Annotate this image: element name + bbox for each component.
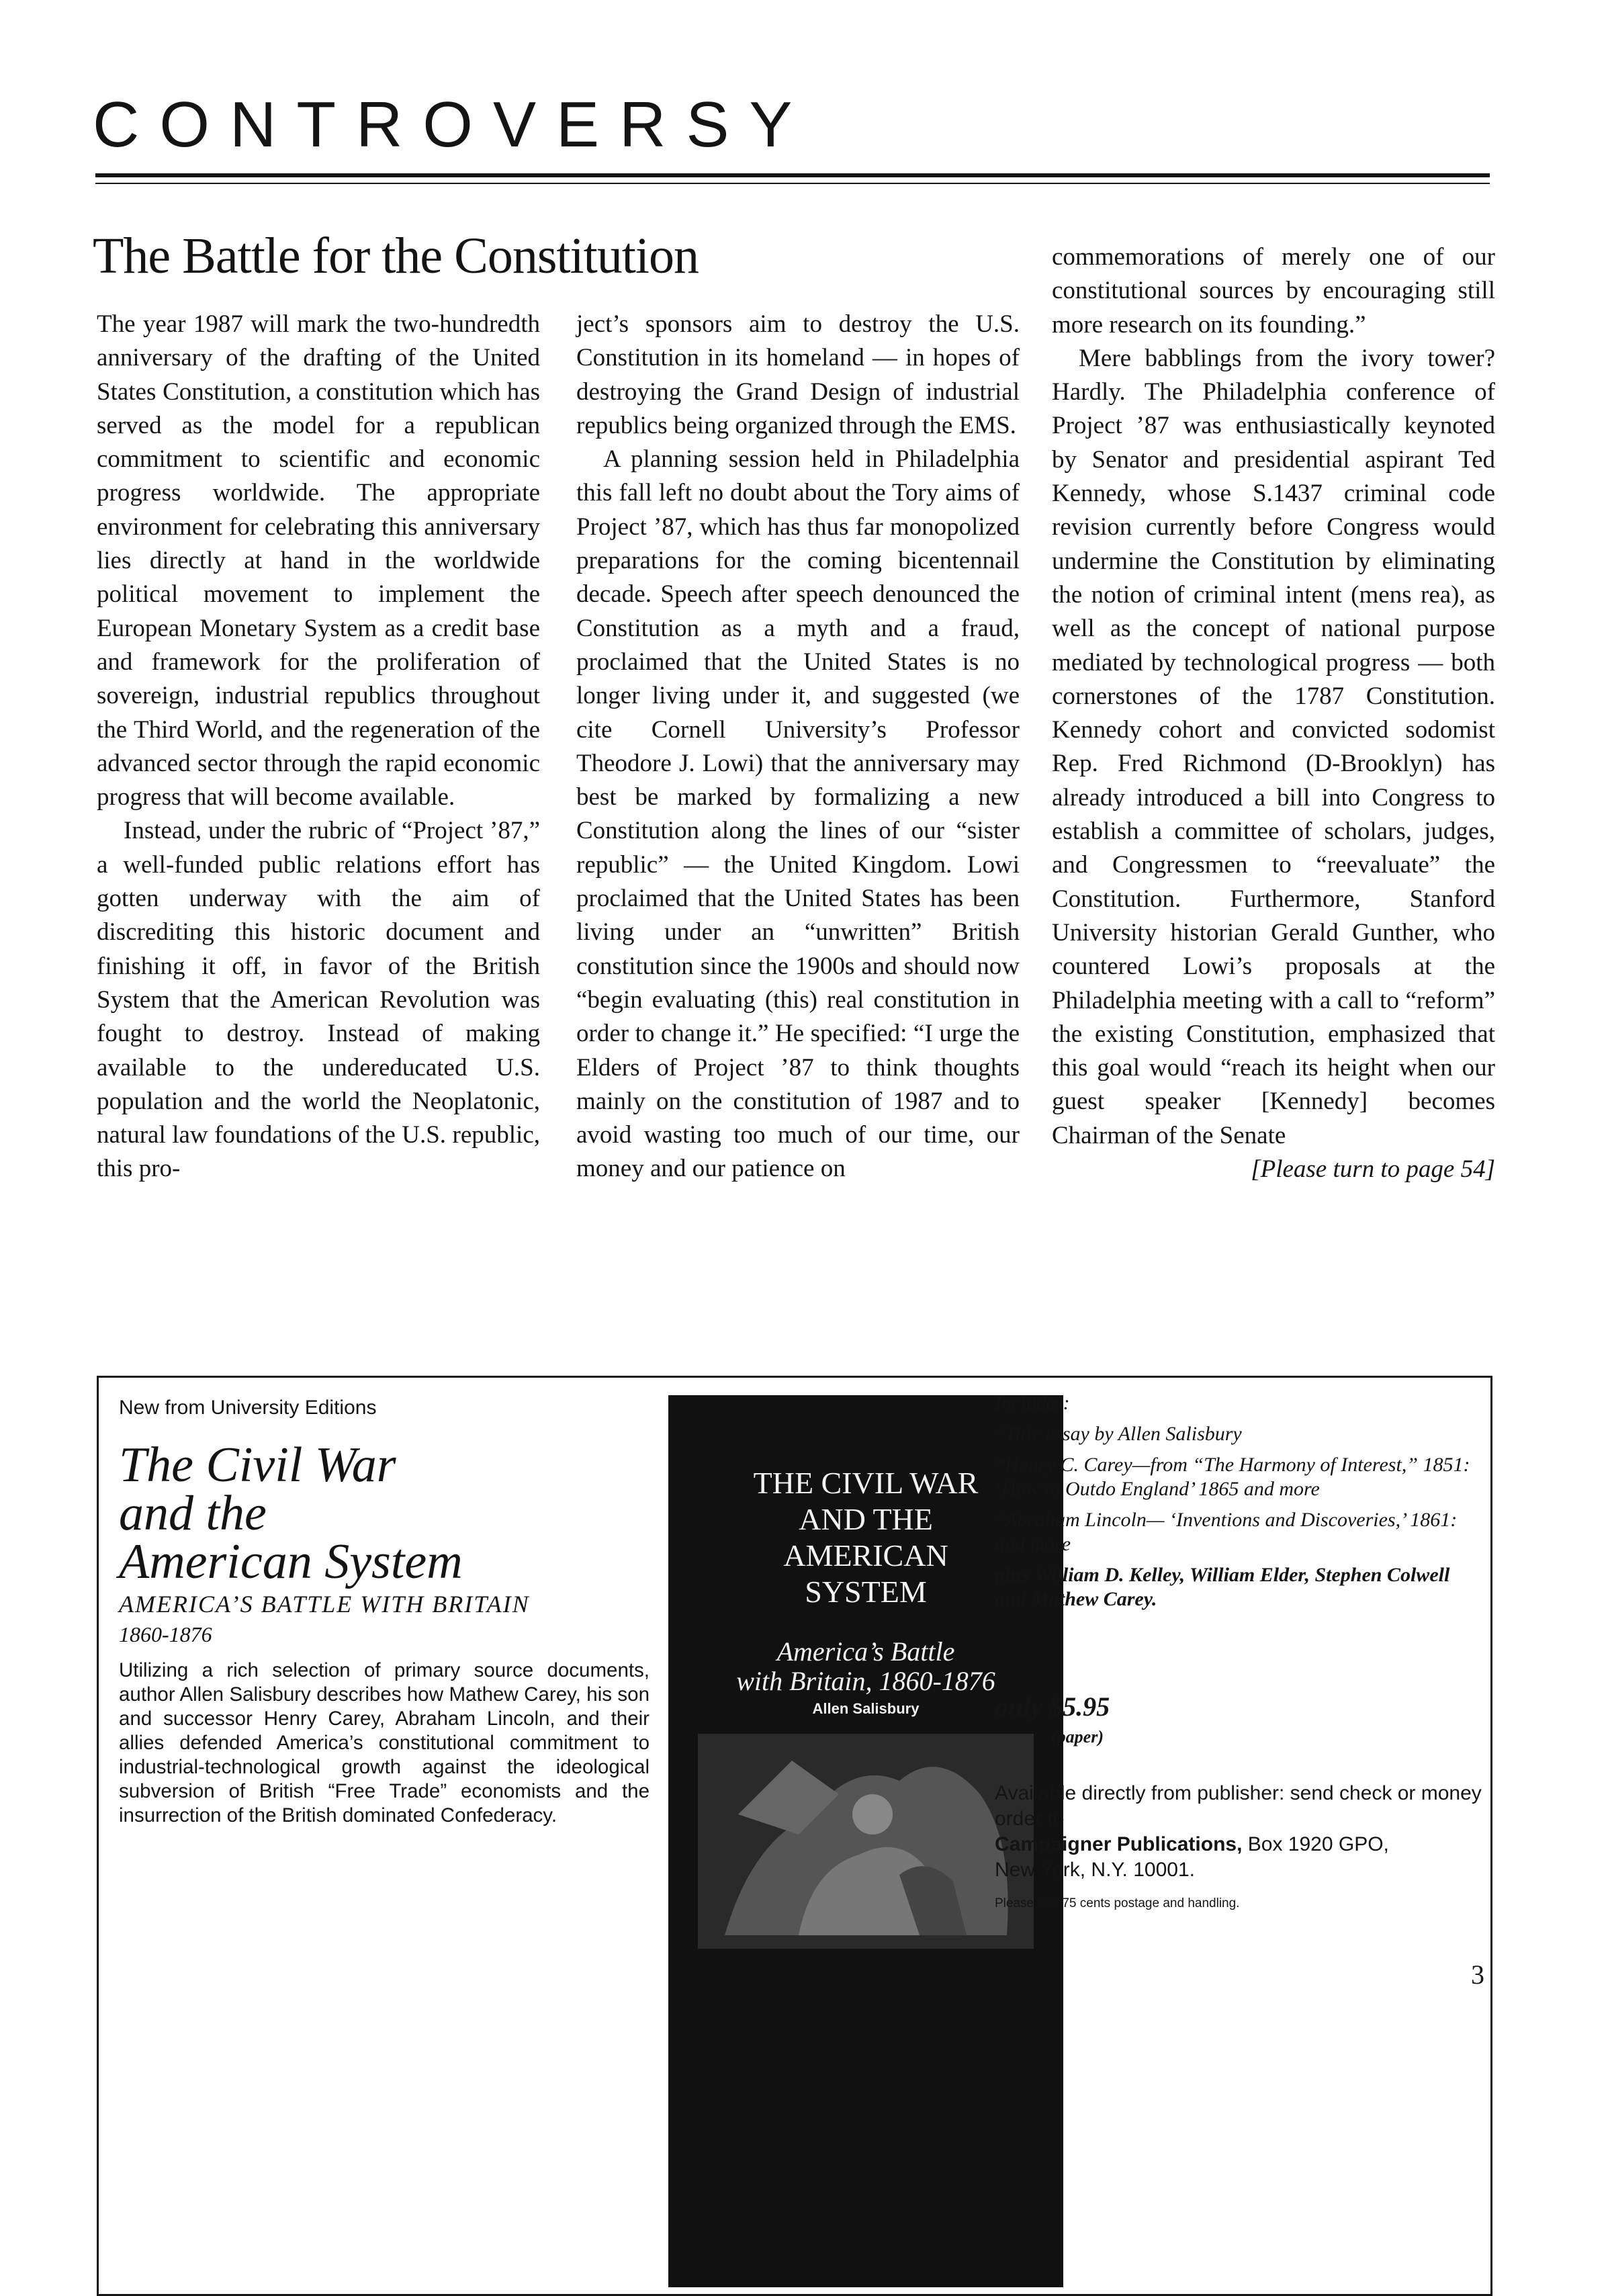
article-paragraph: The year 1987 will mark the two-hundredth anniversary of the drafting of the United States Constitution, a constitution which has served as the model for a republican commitment to scientific and economic progress worldwide. The appropriate environment for celebrating this anniversary lies directly at hand in the worldwide political movement to implement the European Monetary System as a credit base and framework for the proliferation of sovereign, industrial republics throughout the Third World, and the regeneration of the advanced sector through the rapid economic progress that will become available. [97, 310, 540, 811]
ad-book-title [119, 1438, 643, 1589]
heading-rule-thin [95, 183, 1490, 184]
page-number: 3 [1471, 1959, 1484, 1990]
ad-includes-list [995, 1391, 1485, 1618]
article-paragraph: commemorations of merely one of our constitutional sources by encouraging still more research on its founding.” [1052, 243, 1495, 339]
cover-author: Allen Salisbury [812, 1700, 920, 1717]
article-column-3 [1052, 240, 1495, 1186]
includes-heading: Includes: [995, 1392, 1070, 1414]
ad-price: only $5.95 [995, 1691, 1110, 1722]
ad-title-line: and the [119, 1486, 267, 1541]
publisher-name: Campaigner Publications, [995, 1833, 1243, 1855]
continuation-note: [Please turn to page 54] [1251, 1155, 1495, 1184]
cover-subtitle-line: America’s Battle [776, 1636, 955, 1667]
section-heading: CONTROVERSY [93, 89, 813, 161]
ad-kicker: New from University Editions [119, 1397, 377, 1419]
ad-book-subtitle: AMERICA’S BATTLE WITH BRITAIN [119, 1591, 530, 1618]
cover-title-line: SYSTEM [805, 1575, 927, 1609]
publisher-line [995, 1832, 1485, 1857]
ad-format: (paper) [1051, 1727, 1104, 1747]
order-text: Available directly from publisher: send check or money order to [995, 1782, 1482, 1830]
cover-subtitle [668, 1637, 1063, 1696]
article-paragraph: Instead, under the rubric of “Project ’87,” a well-funded public relations effort has gotten underway with the aim of discrediting this historic document and finishing it off, in favor of the British System that the American Revolution was fought to destroy. Instead of making available to the undereducated U.S. population and the world the Neoplatonic, natural law foundations of the U.S. republic, this pro- [97, 817, 540, 1183]
ad-title-line: American System [119, 1534, 463, 1589]
cover-title-line: AND THE [799, 1502, 933, 1536]
cover-title-line: THE CIVIL WAR [753, 1466, 979, 1500]
article-paragraph: ject’s sponsors aim to destroy the U.S. Constitution in its homeland — in hopes of destroying the Grand Design of industrial republics being organized through the EMS. [576, 310, 1020, 439]
ad-order-info [995, 1781, 1485, 1883]
includes-item: plus William D. Kelley, William Elder, Stephen Colwell and Mathew Carey. [995, 1564, 1450, 1610]
article-column-1 [97, 308, 540, 1186]
ad-postage-note: Please add 75 cents postage and handling. [995, 1896, 1240, 1910]
cover-title-line: AMERICAN [783, 1538, 948, 1573]
ad-description: Utilizing a rich selection of primary source documents, author Allen Salisbury describes how Mathew Carey, his son and successor Henry Carey, Abraham Lincoln, and their allies defended America’s constitutional commitment to industrial-technological growth against the ideological subversion of British “Free Trade” economists and the insurrection of the British dominated Confederacy. [119, 1659, 650, 1826]
book-advertisement [97, 1376, 1492, 2296]
heading-rule-thick [95, 173, 1490, 177]
ad-book-years: 1860-1876 [119, 1622, 212, 1646]
includes-item: *Title essay by Allen Salisbury [995, 1423, 1242, 1445]
article-paragraph: A planning session held in Philadelphia this fall left no doubt about the Tory aims of Project ’87, which has thus far monopolized preparations for the coming bicentennail decade. Speech after speech denounced the Constitution as a myth and a fraud, proclaimed that the United States is no longer living under it, and suggested (we cite Cornell University’s Professor Theodore J. Lowi) that the anniversary may best be marked by formalizing a new Constitution along the lines of our “sister republic” — the United Kingdom. Lowi proclaimed that the United States has been living under an “unwritten” British constitution since the 1900s and should now “begin evaluating (this) real constitution in order to change it.” He specified: “I urge the Elders of Project ’87 to think thoughts mainly on the constitution of 1987 and to avoid wasting too much of our time, our money and our patience on [576, 445, 1020, 1183]
article-column-2 [576, 308, 1020, 1186]
includes-item: *Henry C. Carey—from “The Harmony of Interest,” 1851: ‘How to Outdo England’ 1865 and more [995, 1454, 1470, 1500]
includes-item: *Abraham Lincoln— ‘Inventions and Discoveries,’ 1861: and more [995, 1509, 1458, 1555]
article-paragraph: Mere babblings from the ivory tower? Hardly. The Philadelphia conference of Project ’87 was enthusiastically keynoted by Senator and presidential aspirant Ted Kennedy, whose S.1437 criminal code revision currently before Congress would undermine the Constitution by eliminating the notion of criminal intent (mens rea), as well as the concept of national purpose mediated by technological progress — both cornerstones of the 1787 Constitution. Kennedy cohort and convicted sodomist Rep. Fred Richmond (D-Brooklyn) has already introduced a bill into Congress to establish a committee of scholars, judges, and Congressmen to “reevaluate” the Constitution. Furthermore, Stanford University historian Gerald Gunther, who countered Lowi’s proposals at the Philadelphia meeting with a call to “reform” the existing Constitution, emphasized that this goal would “reach its height when our guest speaker [Kennedy] becomes Chairman of the Senate [1052, 344, 1495, 1149]
cover-subtitle-line: with Britain, 1860-1876 [736, 1666, 995, 1696]
ad-title-line: The Civil War [119, 1438, 396, 1493]
article-title: The Battle for the Constitution [93, 228, 699, 284]
cover-illustration [698, 1734, 1034, 1949]
publisher-address: Box 1920 GPO, [1242, 1833, 1389, 1855]
publisher-address: New York, N.Y. 10001. [995, 1859, 1195, 1881]
